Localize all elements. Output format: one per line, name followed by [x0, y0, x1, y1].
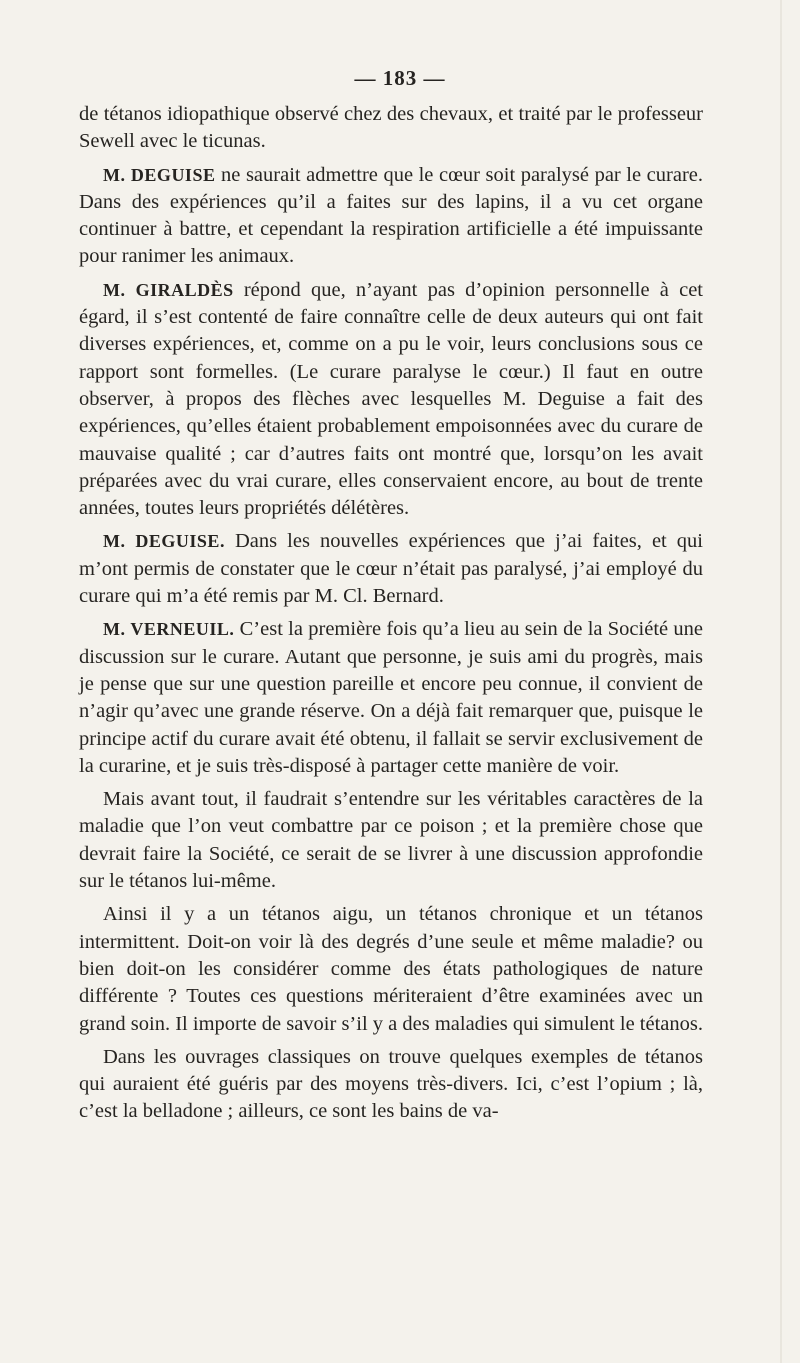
- paragraph-8: [79, 1044, 703, 1126]
- speaker-name: M. VERNEUIL.: [103, 619, 235, 640]
- paragraph-text: ne saurait admettre que le cœur soit paralysé par le curare. Dans des expériences qu’il a faites sur des lapins, il a vu cet organe continuer à battre, et cependant la respiration artificielle a été impuissante pour ranimer les animaux.: [79, 163, 703, 268]
- paragraph-text: Dans les ouvrages classiques on trouve quelques exemples de tétanos qui auraient été guéris par des moyens très-divers. Ici, c’est l’opium ; là, c’est la belladone ; ailleurs, ce sont les bains de va-: [79, 1045, 703, 1123]
- paragraph-1: [79, 101, 703, 156]
- speaker-name: M. GIRALDÈS: [103, 279, 234, 300]
- paragraph-text: répond que, n’ayant pas d’opinion personnelle à cet égard, il s’est contenté de faire connaître celle de deux auteurs qui ont fait diverses expériences, et, comme on a pu le voir, leurs conclusions sous ce rapport sont formelles. (Le curare paralyse le cœur.) Il faut en outre observer, à propos des flèches avec lesquelles M. Deguise a fait des expériences, qu’elles étaient probablement empoisonnées avec du curare de mauvaise qualité ; car d’autres faits ont montré que, lorsqu’on les avait préparées avec du vrai curare, elles conservaient encore, au bout de trente années, toutes leurs propriétés délétères.: [79, 278, 703, 520]
- paragraph-text: de tétanos idiopathique observé chez des chevaux, et traité par le professeur Sewell avec le ticunas.: [79, 103, 703, 153]
- paragraph-2: [79, 162, 703, 271]
- paragraph-3: [79, 277, 703, 523]
- page-edge-shadow: [780, 0, 782, 1363]
- page-number: — 183 —: [354, 66, 446, 90]
- paragraph-text: Dans les nouvelles expériences que j’ai faites, et qui m’ont permis de constater que le cœur n’était pas paralysé, j’ai employé du curare qui m’a été remis par M. Cl. Bernard.: [79, 530, 703, 608]
- speaker-name: M. DEGUISE.: [103, 531, 225, 552]
- paragraph-text: Ainsi il y a un tétanos aigu, un tétanos chronique et un tétanos intermittent. Doit-on voir là des degrés d’une seule et même maladie? ou bien doit-on les considérer comme des états pathologiques de nature différente ? Toutes ces questions mériteraient d’être examinées avec un grand soin. Il importe de savoir s’il y a des maladies qui simulent le tétanos.: [79, 903, 703, 1035]
- paragraph-text: C’est la première fois qu’a lieu au sein de la Société une discussion sur le curare. Autant que personne, je suis ami du progrès, mais je pense que sur une question pareille et encore peu connue, il convient de n’agir qu’avec une grande réserve. On a déjà fait remarquer que, puisque le principe actif du curare avait été obtenu, il fallait se servir exclusivement de la curarine, et je suis très-disposé à partager cette manière de voir.: [79, 618, 703, 777]
- paragraph-4: [79, 528, 703, 610]
- paragraph-5: [79, 616, 703, 780]
- paragraph-text: Mais avant tout, il faudrait s’entendre sur les véritables caractères de la maladie que l’on veut combattre par ce poison ; et la première chose que devrait faire la Société, ce serait de se livrer à une discussion approfondie sur le tétanos lui-même.: [79, 788, 703, 893]
- paragraph-6: [79, 786, 703, 895]
- body-text: [79, 101, 703, 1132]
- speaker-name: M. DEGUISE: [103, 164, 216, 185]
- paragraph-7: [79, 901, 703, 1037]
